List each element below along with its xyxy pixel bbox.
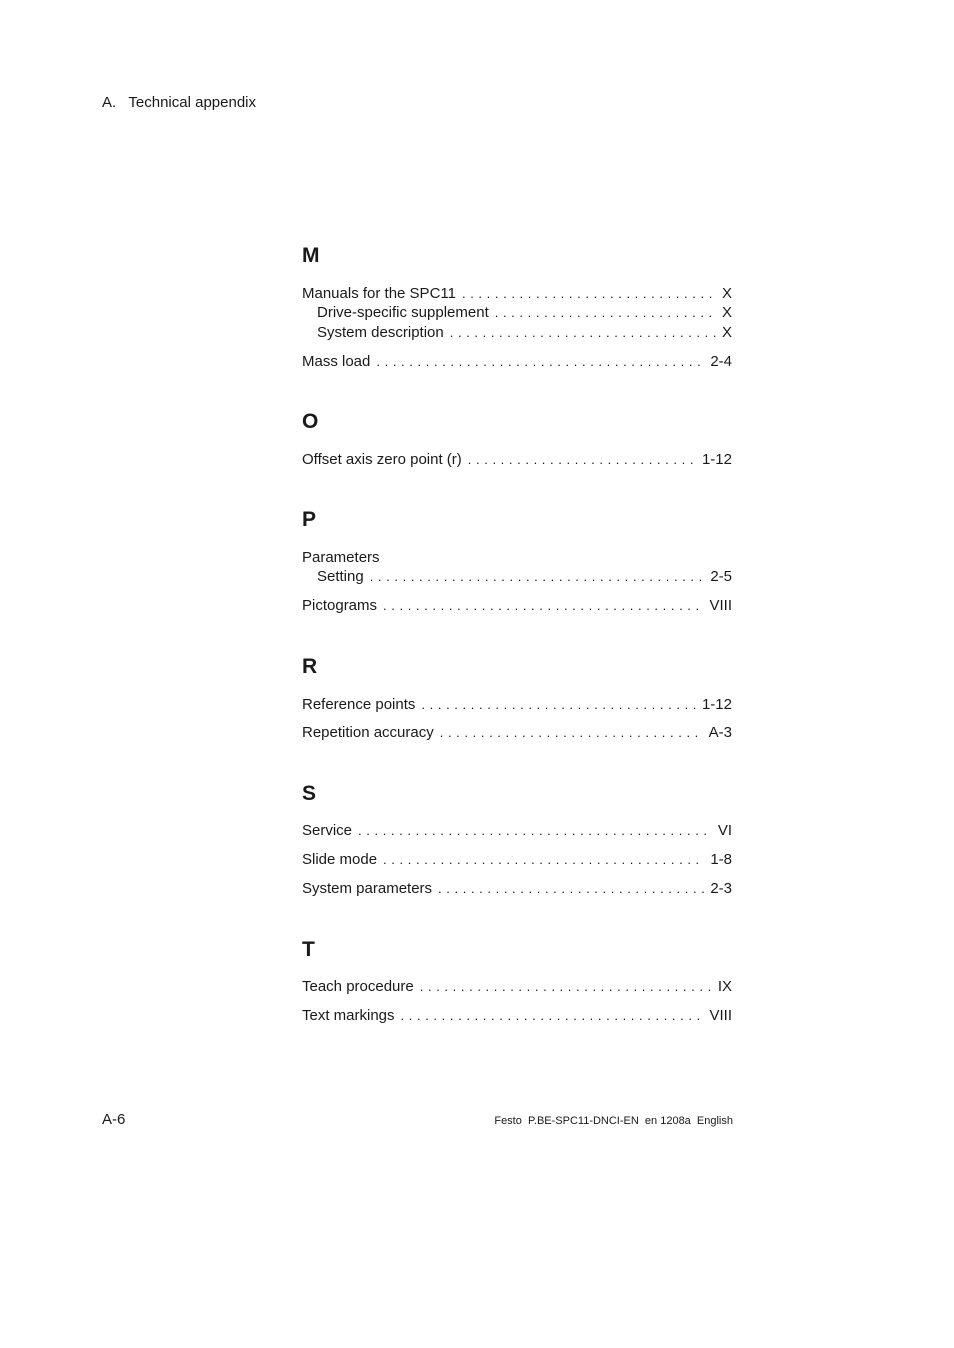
dot-leader <box>468 450 696 470</box>
index-entry-pictograms <box>302 596 732 616</box>
index-entry-service <box>302 821 732 841</box>
index-page-ref: 1-12 <box>701 696 732 713</box>
running-header: A. Technical appendix <box>102 94 256 111</box>
index-entry-teach-procedure <box>302 977 732 997</box>
dot-leader <box>438 879 704 899</box>
index-entry-text-markings <box>302 1006 732 1026</box>
index-term: Drive-specific supplement <box>317 304 489 321</box>
index-entry-mass-load <box>302 352 732 372</box>
dot-leader <box>383 850 704 870</box>
section-letter-s: S <box>302 782 317 805</box>
footer-publication-info: Festo P.BE-SPC11-DNCI-EN en 1208a English <box>494 1115 733 1127</box>
index-entry-manuals <box>302 284 732 304</box>
index-term: System description <box>317 324 444 341</box>
dot-leader <box>462 284 716 304</box>
section-letter-p: P <box>302 508 317 531</box>
index-term: Manuals for the SPC11 <box>302 285 456 302</box>
dot-leader <box>420 977 712 997</box>
index-page-ref: 1-8 <box>710 851 732 868</box>
index-entry-reference-points <box>302 695 732 715</box>
index-page-ref: VI <box>717 822 732 839</box>
index-term: Service <box>302 822 353 839</box>
index-term: Slide mode <box>302 851 378 868</box>
index-page-ref: 2-4 <box>710 353 732 370</box>
index-page-ref: A-3 <box>708 724 732 741</box>
section-letter-r: R <box>302 655 318 678</box>
dot-leader <box>440 723 703 743</box>
dot-leader <box>421 695 696 715</box>
index-term: Offset axis zero point (r) <box>302 451 462 468</box>
section-letter-m: M <box>302 244 320 267</box>
index-subentry-system-description <box>317 323 732 343</box>
index-term: Reference points <box>302 696 416 713</box>
index-page-ref: VIII <box>709 1007 732 1024</box>
index-page-ref: X <box>721 285 732 302</box>
index-page-ref: 2-3 <box>710 880 732 897</box>
index-entry-parameters <box>302 548 732 568</box>
index-page-ref: VIII <box>709 597 732 614</box>
dot-leader <box>401 1006 704 1026</box>
index-entry-offset-axis-zero-point <box>302 450 732 470</box>
index-term: System parameters <box>302 880 433 897</box>
index-subentry-drive-specific-supplement <box>317 303 732 323</box>
index-term: Teach procedure <box>302 978 414 995</box>
index-term: Parameters <box>302 549 380 566</box>
index-term: Text markings <box>302 1007 395 1024</box>
index-entry-system-parameters <box>302 879 732 899</box>
index-subentry-setting <box>317 567 732 587</box>
dot-leader <box>383 596 703 616</box>
dot-leader <box>495 303 716 323</box>
index-term: Pictograms <box>302 597 378 614</box>
index-page-ref: 1-12 <box>701 451 732 468</box>
index-term: Mass load <box>302 353 371 370</box>
index-page-ref: IX <box>717 978 732 995</box>
dot-leader <box>376 352 704 372</box>
index-term: Setting <box>317 568 364 585</box>
index-page-ref: 2-5 <box>710 568 732 585</box>
index-entry-slide-mode <box>302 850 732 870</box>
index-page-ref: X <box>721 304 732 321</box>
section-letter-t: T <box>302 938 315 961</box>
section-letter-o: O <box>302 410 319 433</box>
dot-leader <box>450 323 716 343</box>
index-entry-repetition-accuracy <box>302 723 732 743</box>
dot-leader <box>370 567 705 587</box>
dot-leader <box>358 821 712 841</box>
index-term: Repetition accuracy <box>302 724 434 741</box>
index-page-ref: X <box>721 324 732 341</box>
footer-page-number: A-6 <box>102 1111 126 1128</box>
